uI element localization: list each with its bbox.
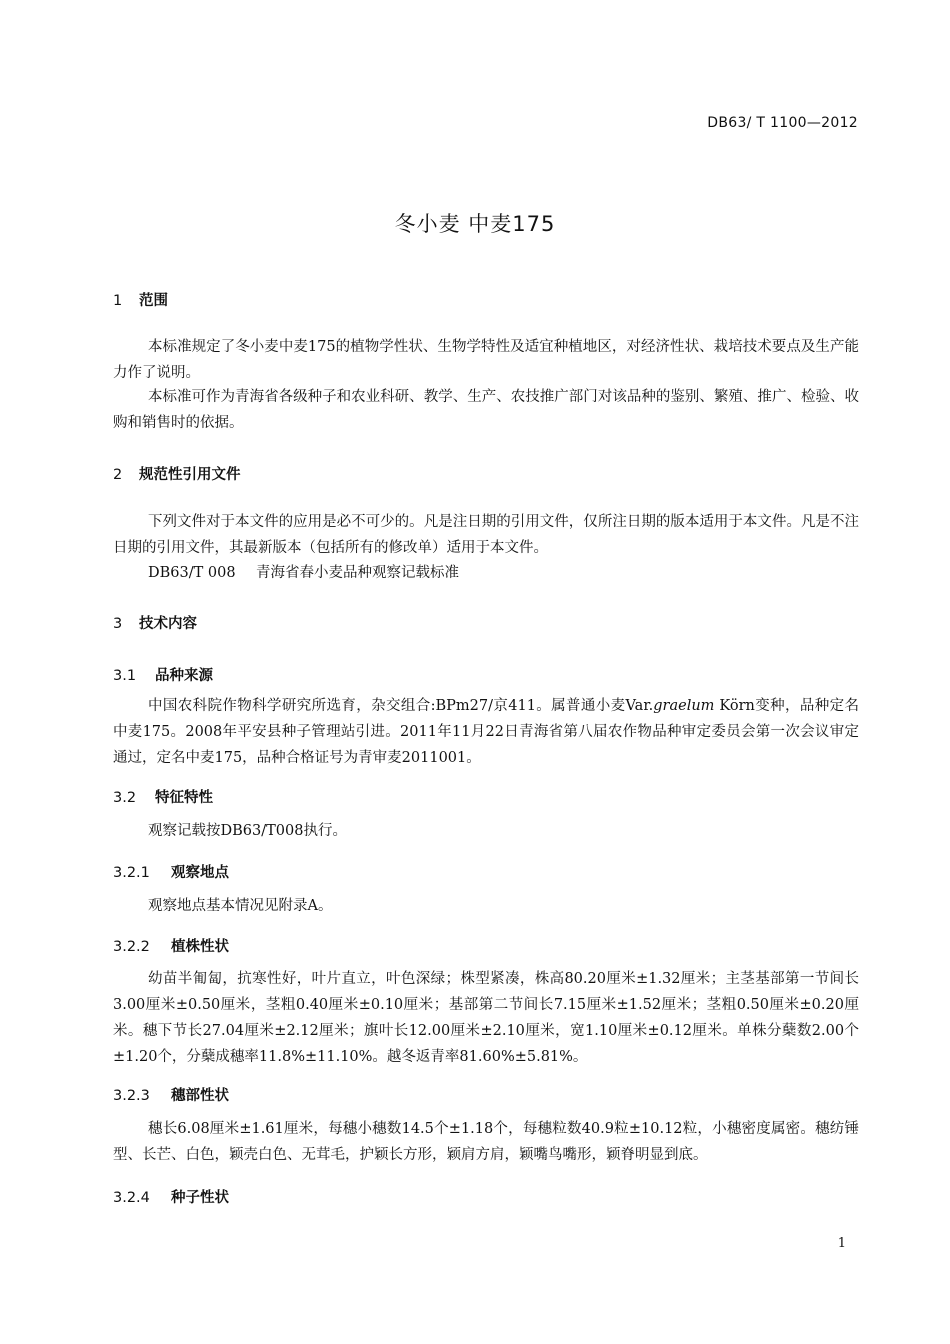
italic-variety-name: graelum: [653, 698, 715, 714]
section-heading-1: [113, 289, 168, 310]
section-heading-3-2: [113, 786, 213, 807]
section-title: 规范性引用文件: [139, 467, 241, 483]
paragraph-text: 中国农科院作物科学研究所选育，杂交组合:BPm27/京411。属普通小麦Var.: [148, 698, 654, 714]
section-title: 范围: [139, 293, 168, 309]
section-number: 3.1: [113, 668, 137, 684]
paragraph: [113, 693, 859, 771]
section-number: 3.2.2: [113, 939, 150, 955]
section-heading-3: [113, 612, 197, 633]
section-heading-3-2-2: [113, 935, 229, 956]
section-number: 3.2.4: [113, 1190, 150, 1206]
paragraph: 穗长6.08厘米±1.61厘米，每穗小穗数14.5个±1.18个，每穗粒数40.9粒±10.12粒，小穗密度属密。穗纺锤型、长芒、白色，颖壳白色、无茸毛，护颖长方形，颖肩方肩，颖嘴鸟嘴形，颖脊明显到底。: [113, 1121, 859, 1163]
section-heading-3-1: [113, 664, 213, 685]
section-number: 3.2: [113, 790, 137, 806]
paragraph: 幼苗半匍匐，抗寒性好，叶片直立，叶色深绿；株型紧凑，株高80.20厘米±1.32厘米；主茎基部第一节间长3.00厘米±0.50厘米，茎粗0.40厘米±0.10厘米；基部第二节间长7.15厘米±1.52厘米；茎粗0.50厘米±0.20厘米。穗下节长27.04厘米±2.12厘米；旗叶长12.00厘米±2.10厘米，宽1.10厘米±0.12厘米。单株分蘖数2.00个±1.20个，分蘖成穗率11.8%±11.10%。越冬返青率81.60%±5.81%。: [113, 971, 859, 1065]
section-number: 3.2.3: [113, 1088, 150, 1104]
section-number: 3: [113, 616, 123, 632]
paragraph: 本标准规定了冬小麦中麦175的植物学性状、生物学特性及适宜种植地区，对经济性状、栽培技术要点及生产能力作了说明。: [113, 339, 859, 381]
paragraph: 观察地点基本情况见附录A。: [148, 898, 333, 914]
page-number: 1: [837, 1236, 846, 1251]
section-title: 穗部性状: [171, 1088, 229, 1104]
section-title: 植株性状: [171, 939, 229, 955]
section-title: 品种来源: [155, 668, 213, 684]
reference-code: DB63/T 008: [148, 565, 236, 581]
section-title: 技术内容: [139, 616, 197, 632]
paragraph: 下列文件对于本文件的应用是必不可少的。凡是注日期的引用文件，仅所注日期的版本适用于本文件。凡是不注日期的引用文件，其最新版本（包括所有的修改单）适用于本文件。: [113, 514, 859, 556]
section-title: 特征特性: [155, 790, 213, 806]
section-title: 种子性状: [171, 1190, 229, 1206]
paragraph-text: Körn变种，品种定名中麦175。2008年平安县种子管理站引进。2011年11月22日青海省第八届农作物品种审定委员会第一次会议审定通过，定名中麦175，品种合格证号为青审麦2011001。: [113, 698, 859, 766]
reference-title: 青海省春小麦品种观察记载标准: [256, 565, 459, 581]
section-heading-2: [113, 463, 241, 484]
section-number: 3.2.1: [113, 865, 150, 881]
section-heading-3-2-4: [113, 1186, 229, 1207]
section-heading-3-2-1: [113, 861, 229, 882]
paragraph: 本标准可作为青海省各级种子和农业科研、教学、生产、农技推广部门对该品种的鉴别、繁殖、推广、检验、收购和销售时的依据。: [113, 389, 859, 431]
section-number: 2: [113, 467, 123, 483]
document-code: DB63/ T 1100—2012: [707, 115, 858, 131]
section-number: 1: [113, 293, 123, 309]
page-title: 冬小麦 中麦175: [394, 212, 556, 236]
paragraph: 观察记载按DB63/T008执行。: [148, 823, 347, 839]
normative-reference: [148, 560, 859, 586]
section-title: 观察地点: [171, 865, 229, 881]
section-heading-3-2-3: [113, 1084, 229, 1105]
